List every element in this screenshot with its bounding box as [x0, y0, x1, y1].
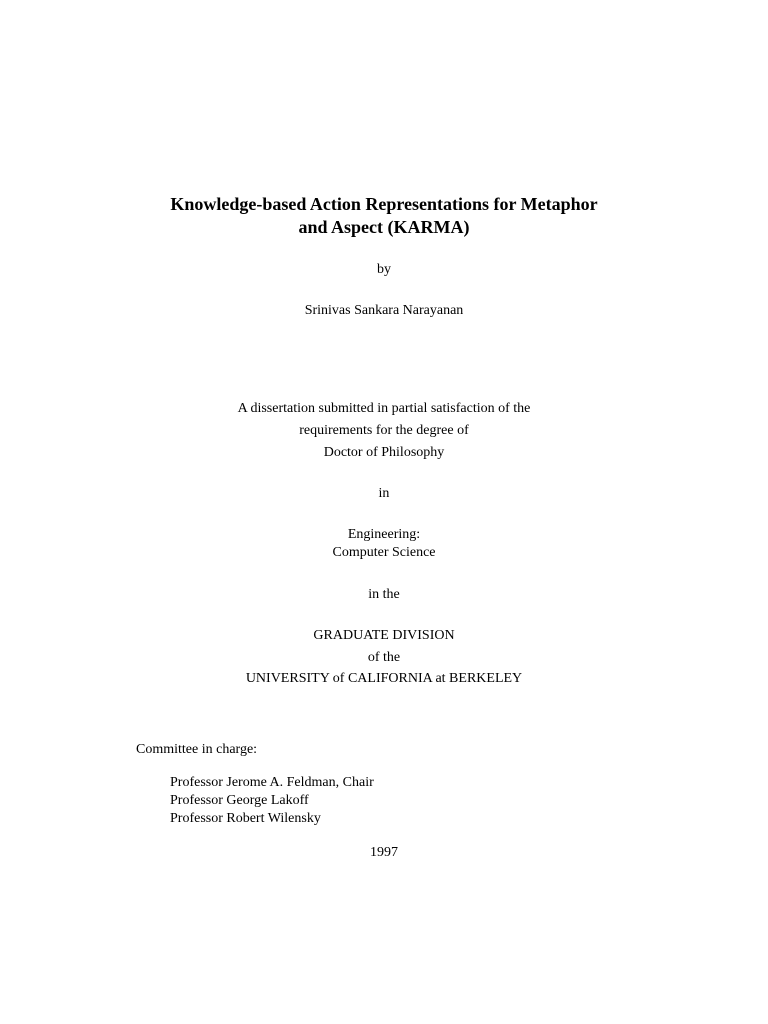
in-the-label: in the: [368, 587, 400, 602]
by-label: by: [377, 262, 391, 277]
field-line-1: Engineering:: [347, 527, 421, 542]
submission-statement-line-1: A dissertation submitted in partial satisfaction of the: [237, 401, 531, 416]
submission-statement-line-2: requirements for the degree of: [299, 423, 469, 438]
in-label: in: [378, 486, 390, 501]
dissertation-title-line-1: Knowledge-based Action Representations for Metaphor: [170, 194, 598, 214]
committee-member: Professor George Lakoff: [170, 793, 309, 808]
of-the-label: of the: [367, 650, 401, 665]
university-name: UNIVERSITY of CALIFORNIA at BERKELEY: [245, 671, 523, 686]
field-line-2: Computer Science: [332, 545, 436, 560]
degree-name: Doctor of Philosophy: [323, 445, 445, 460]
year: 1997: [370, 845, 398, 860]
dissertation-title-line-2: and Aspect (KARMA): [298, 217, 470, 237]
committee-member: Professor Jerome A. Feldman, Chair: [170, 775, 374, 790]
committee-member: Professor Robert Wilensky: [170, 811, 321, 826]
author-name: Srinivas Sankara Narayanan: [304, 303, 464, 318]
committee-heading: Committee in charge:: [136, 742, 258, 757]
graduate-division: GRADUATE DIVISION: [313, 628, 455, 643]
